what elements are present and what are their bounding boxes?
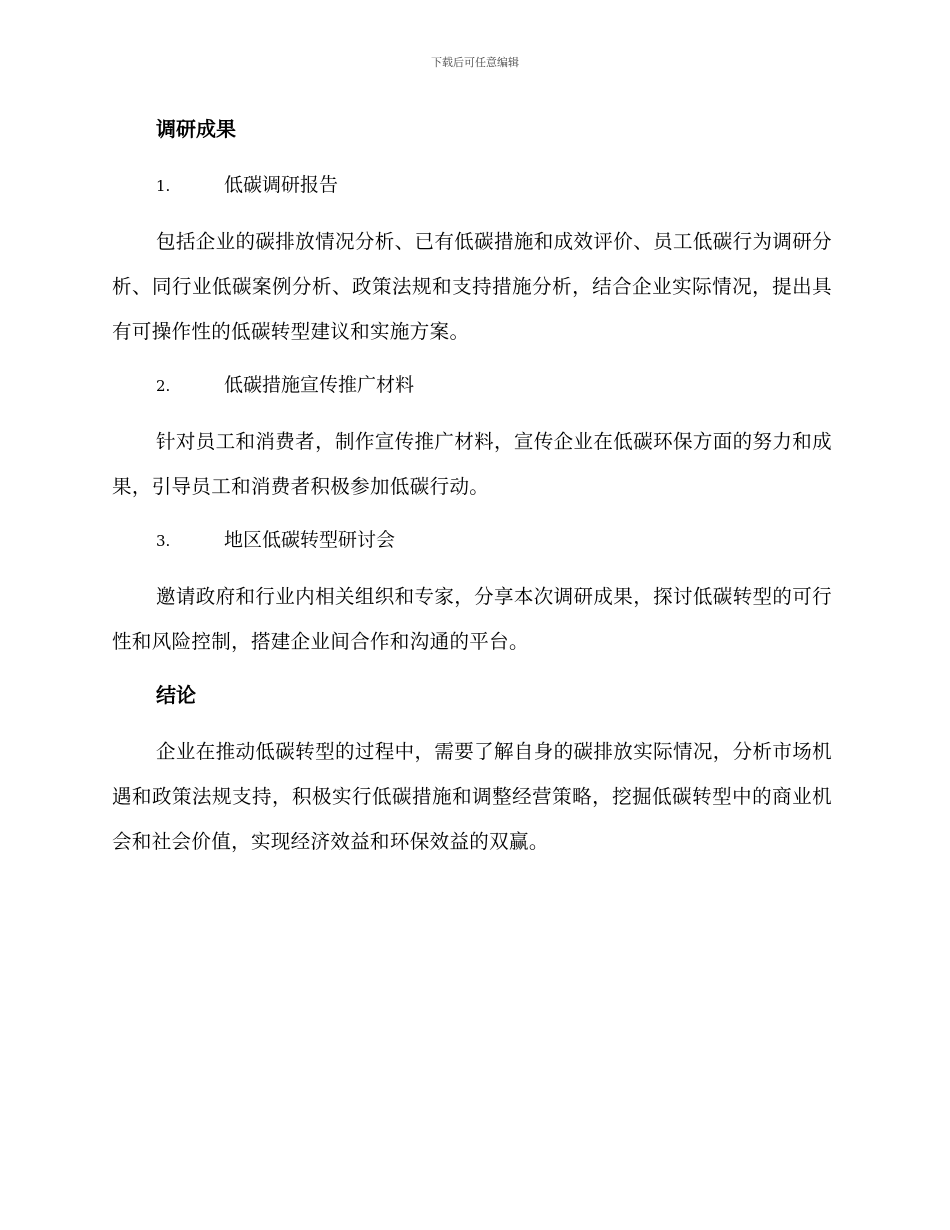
numbered-heading-2 (112, 368, 832, 402)
header-note: 下载后可任意编辑 (431, 56, 519, 69)
paragraph-3: 邀请政府和行业内相关组织和专家，分享本次调研成果，探讨低碳转型的可行性和风险控制，搭建企业间合作和沟通的平台。 (112, 585, 832, 653)
paragraph-1: 包括企业的碳排放情况分析、已有低碳措施和成效评价、员工低碳行为调研分析、同行业低碳案例分析、政策法规和支持措施分析，结合企业实际情况，提出具有可操作性的低碳转型建议和实施方案。 (112, 230, 832, 343)
document-body (112, 112, 832, 878)
section-title-conclusion: 结论 (156, 683, 196, 707)
item-number: 3. (156, 532, 171, 550)
item-number: 1. (156, 177, 171, 195)
numbered-heading-3 (112, 523, 832, 557)
item-number: 2. (156, 377, 171, 395)
item-heading: 低碳调研报告 (224, 174, 339, 196)
item-heading: 低碳措施宣传推广材料 (224, 374, 415, 396)
conclusion-paragraph: 企业在推动低碳转型的过程中，需要了解自身的碳排放实际情况，分析市场机遇和政策法规支持，积极实行低碳措施和调整经营策略，挖掘低碳转型中的商业机会和社会价值，实现经济效益和环保效益的双赢。 (112, 740, 832, 853)
numbered-heading-1 (112, 168, 832, 202)
paragraph-2: 针对员工和消费者，制作宣传推广材料，宣传企业在低碳环保方面的努力和成果，引导员工和消费者积极参加低碳行动。 (112, 430, 832, 498)
item-heading: 地区低碳转型研讨会 (224, 529, 396, 551)
section-title-research-results: 调研成果 (156, 117, 236, 141)
